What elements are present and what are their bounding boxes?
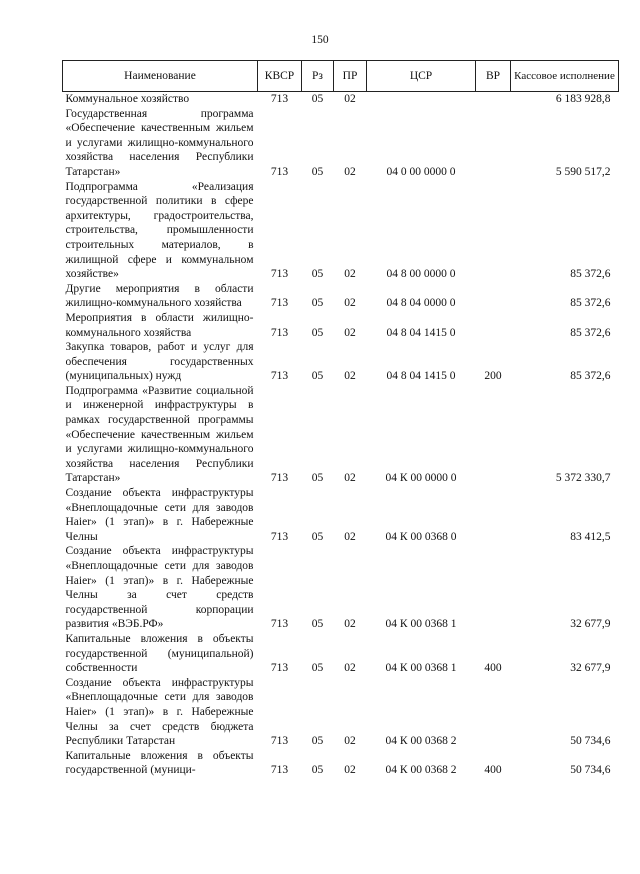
table-row: [63, 107, 619, 180]
cell-amount: 85 372,6: [570, 326, 611, 339]
cell-amount: 50 734,6: [570, 735, 611, 748]
cell-csr: 04 К 00 0368 0: [385, 530, 457, 543]
cell-vr: [476, 384, 511, 486]
cell-rz: 05: [311, 268, 324, 281]
cell-csr: 04 8 04 1415 0: [386, 370, 456, 383]
cell-name: Другие мероприятия в области жилищно-коммунального хозяйства: [65, 282, 254, 310]
header-rz: Рз: [302, 61, 334, 92]
cell-amount: 5 372 330,7: [555, 472, 611, 485]
cell-kvsr: 713: [270, 618, 289, 631]
cell-vr: [476, 486, 511, 544]
table-row: [63, 282, 619, 311]
page-number: 150: [311, 34, 329, 46]
cell-rz: 05: [311, 472, 324, 485]
cell-pr: 02: [344, 764, 356, 777]
cell-kvsr: 713: [270, 530, 289, 543]
cell-amount: 32 677,9: [570, 618, 611, 631]
cell-pr: 02: [344, 472, 356, 485]
cell-kvsr: 713: [270, 326, 289, 339]
cell-rz: 05: [311, 297, 324, 310]
table-row: [63, 180, 619, 282]
header-kvsr: КВСР: [258, 61, 302, 92]
table-header: [63, 61, 619, 92]
cell-pr: 02: [344, 530, 356, 543]
table-row: [63, 676, 619, 749]
cell-rz: 05: [311, 764, 324, 777]
cell-vr: [476, 676, 511, 749]
header-name: Наименование: [63, 61, 258, 92]
table-row: [63, 340, 619, 384]
cell-amount: 85 372,6: [570, 370, 611, 383]
cell-kvsr: 713: [270, 764, 289, 777]
cell-csr: 04 8 04 0000 0: [386, 297, 456, 310]
cell-vr: [476, 311, 511, 340]
cell-rz: 05: [311, 370, 324, 383]
cell-vr: [476, 282, 511, 311]
cell-vr: 400: [484, 662, 502, 675]
cell-name: Закупка товаров, работ и услуг для обеспечения государственных (муниципальных) нужд: [65, 341, 254, 383]
cell-kvsr: 713: [270, 370, 289, 383]
cell-name: Капитальные вложения в объекты государственной (муниципальной) собственности: [65, 632, 254, 675]
cell-kvsr: 713: [270, 297, 289, 310]
cell-vr: 200: [484, 370, 502, 383]
cell-amount: 85 372,6: [570, 297, 611, 310]
cell-kvsr: 713: [270, 472, 289, 485]
cell-csr: 04 К 00 0368 2: [385, 764, 457, 777]
cell-csr: 04 8 04 1415 0: [386, 326, 456, 339]
header-vr: ВР: [476, 61, 511, 92]
table-row: [63, 311, 619, 340]
cell-csr: 04 К 00 0368 1: [385, 618, 457, 631]
cell-name: Коммунальное хозяйство: [65, 93, 190, 105]
cell-csr: 04 К 00 0000 0: [385, 472, 457, 485]
cell-rz: 05: [311, 93, 324, 105]
cell-csr: 04 К 00 0368 1: [385, 662, 457, 675]
header-amount: Кассовое исполнение: [511, 61, 619, 92]
cell-csr: 04 К 00 0368 2: [385, 735, 457, 748]
budget-table: [62, 60, 619, 778]
cell-pr: 02: [344, 662, 356, 675]
cell-pr: 02: [344, 326, 356, 339]
cell-amount: 83 412,5: [570, 530, 611, 543]
table-row: [63, 486, 619, 544]
cell-kvsr: 713: [270, 93, 289, 105]
cell-rz: 05: [311, 618, 324, 631]
cell-pr: 02: [344, 370, 356, 383]
table-row: [63, 632, 619, 676]
cell-amount: 85 372,6: [570, 268, 611, 281]
cell-amount: 50 734,6: [570, 764, 611, 777]
cell-pr: 02: [344, 165, 356, 178]
cell-rz: 05: [311, 326, 324, 339]
cell-vr: [476, 544, 511, 632]
table-row: [63, 384, 619, 486]
cell-pr: 02: [344, 618, 356, 631]
cell-csr: 04 0 00 0000 0: [386, 165, 456, 178]
cell-vr: [476, 92, 511, 107]
cell-name: Государственная программа «Обеспечение качественным жильем и услугами жилищно-коммунального хозяйства населения Республики Татарстан»: [65, 107, 254, 178]
cell-vr: [476, 180, 511, 282]
table-row: [63, 749, 619, 778]
cell-pr: 02: [344, 93, 356, 105]
cell-kvsr: 713: [270, 662, 289, 675]
cell-name: Создание объекта инфраструктуры «Внеплощадочные сети для заводов Haier» (1 этап)» в г. Набережные Челны за счет средств государственной корпорации развития «ВЭБ.РФ»: [65, 545, 254, 631]
table-row: [63, 92, 619, 107]
cell-name: Создание объекта инфраструктуры «Внеплощадочные сети для заводов Haier» (1 этап)» в г. Набережные Челны за счет средств бюджета Республики Татарстан: [65, 676, 254, 748]
cell-vr: [476, 107, 511, 180]
cell-name: Создание объекта инфраструктуры «Внеплощадочные сети для заводов Haier» (1 этап)» в г. Набережные Челны: [65, 487, 254, 543]
cell-name: Подпрограмма «Реализация государственной политики в сфере архитектуры, градостроительства, строительства, промышленности строительных материалов, в жилищной сфере и коммунальном хозяйстве»: [65, 180, 254, 281]
cell-csr: 04 8 00 0000 0: [386, 268, 456, 281]
cell-kvsr: 713: [270, 268, 289, 281]
cell-amount: 6 183 928,8: [555, 93, 611, 105]
table-row: [63, 544, 619, 632]
header-pr: ПР: [334, 61, 367, 92]
cell-pr: 02: [344, 297, 356, 310]
cell-kvsr: 713: [270, 165, 289, 178]
cell-name: Подпрограмма «Развитие социальной и инженерной инфраструктуры в рамках государственной программы «Обеспечение качественным жильем и услугами жилищно-коммунального хозяйства населения Республики Татарстан»: [65, 384, 254, 485]
cell-name: Капитальные вложения в объекты государственной (муници-: [65, 749, 254, 777]
cell-rz: 05: [311, 662, 324, 675]
header-csr: ЦСР: [367, 61, 476, 92]
cell-pr: 02: [344, 268, 356, 281]
cell-rz: 05: [311, 735, 324, 748]
cell-amount: 32 677,9: [570, 662, 611, 675]
cell-kvsr: 713: [270, 735, 289, 748]
cell-csr: [367, 92, 476, 107]
table-body: [63, 92, 619, 778]
cell-name: Мероприятия в области жилищно-коммунального хозяйства: [65, 311, 254, 339]
cell-amount: 5 590 517,2: [555, 165, 611, 178]
cell-vr: 400: [484, 764, 502, 777]
cell-rz: 05: [311, 530, 324, 543]
cell-pr: 02: [344, 735, 356, 748]
cell-rz: 05: [311, 165, 324, 178]
